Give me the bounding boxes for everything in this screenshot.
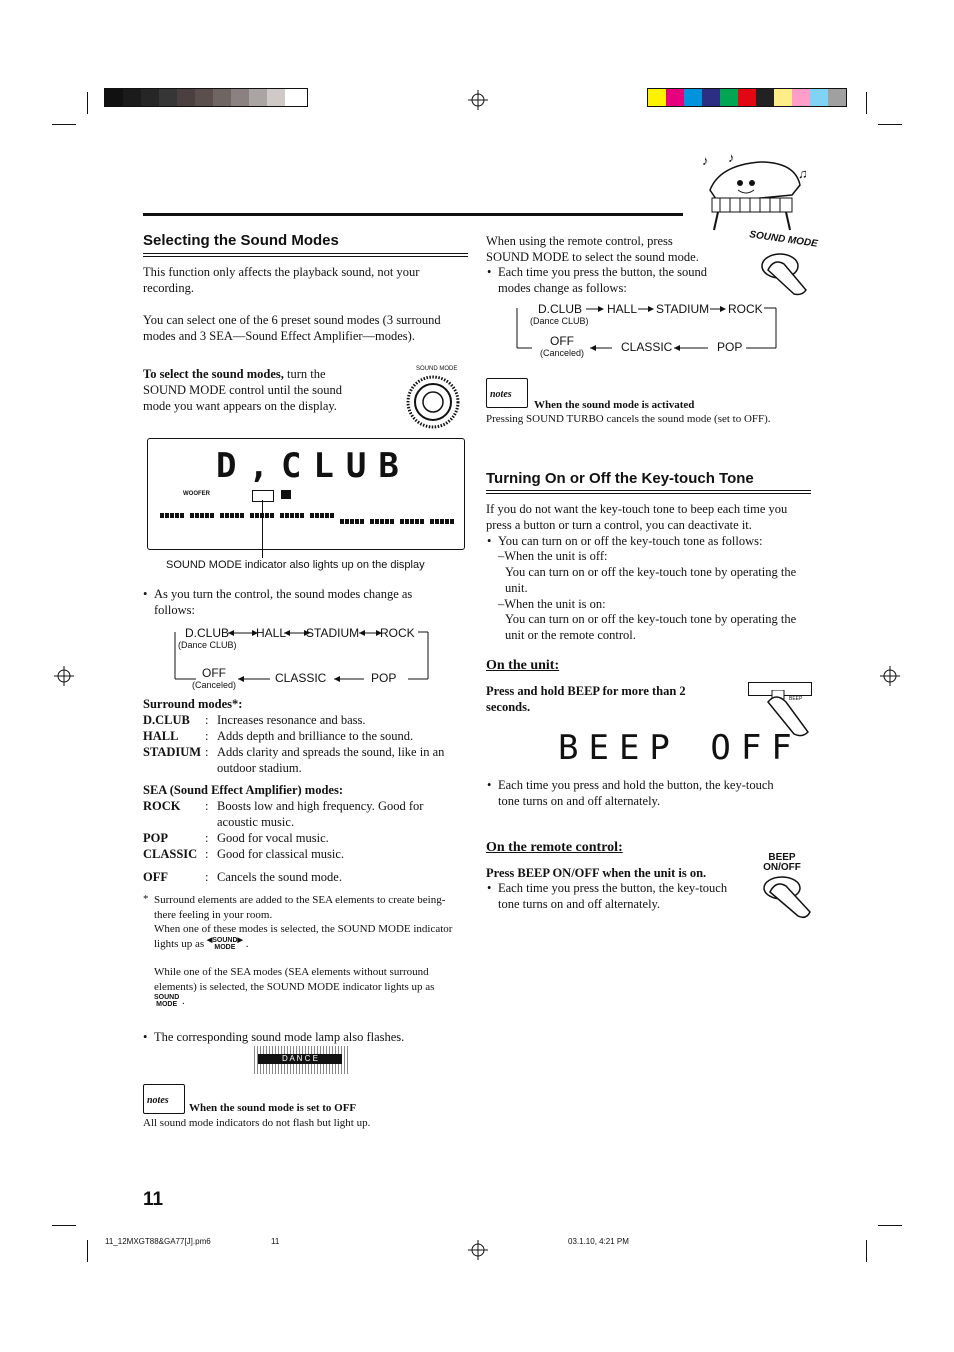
footnote-1: Surround elements are added to the SEA elements to create being-there feeling in your room. [154,894,446,921]
mode-sep: : [205,799,209,813]
when-unit-on-desc: You can turn on or off the key-touch tone by operating the unit or the remote control. [505,612,797,642]
crop-mark [878,124,902,125]
display-segment [220,513,244,518]
color-swatch [231,89,249,106]
mode-name: ROCK [143,799,181,813]
title-underline [486,490,811,491]
notes-label: notes [147,1095,169,1106]
top-rule [143,213,683,216]
sea-sound-mode-indicator [154,994,179,1008]
bullet-press-hold: • Each time you press and hold the button, the key-touch tone turns on and off alternately. [498,777,798,809]
crop-mark [87,1240,88,1262]
footnote-2: When one of these modes is selected, the SOUND MODE indicator lights up as ◀SOUND▶ MODE . [154,923,453,951]
color-swatch [702,89,720,106]
flow-dclub: D.CLUB [185,626,230,640]
sound-mode-button-label: SOUND MODE [748,229,819,250]
on-remote-heading: On the remote control: [486,840,623,855]
intro-paragraph: This function only affects the playback sound, not your recording. [143,265,420,295]
crop-mark [878,1225,902,1226]
dance-lamp-text: D A N C E [258,1054,342,1064]
right-color-swatches [647,88,847,107]
remote-paragraph: When using the remote control, press SOUND MODE to select the sound mode. [486,234,699,264]
flow-dclub-sub: (Dance CLUB) [530,316,589,326]
bullet-each-press: • Each time you press the button, the sound modes change as follows: [498,264,728,296]
flow-dclub-sub: (Dance CLUB) [178,640,237,650]
color-swatch [756,89,774,106]
flow-pop: POP [717,340,743,354]
when-unit-off-desc: You can turn on or off the key-touch tone by operating the unit. [505,565,797,595]
color-swatch [684,89,702,106]
section-title: Selecting the Sound Modes [143,232,339,249]
flow-hall: HALL [256,626,287,640]
note-title: When the sound mode is activated [534,399,695,411]
color-swatch [249,89,267,106]
crop-mark [52,124,76,125]
display-text: D,CLUB [216,446,411,486]
mode-sep: : [205,831,209,845]
piano-character-illustration [700,150,815,235]
color-swatch [792,89,810,106]
press-hold-instruction: Press and hold BEEP for more than 2 seconds. [486,684,686,714]
beep-small-label: BEEP [789,696,803,702]
color-swatch [738,89,756,106]
instruction-text: turn the SOUND MODE control until the sound mode you want appears on the display. [143,367,342,413]
woofer-indicator: WOOFER [183,491,210,497]
color-swatch [177,89,195,106]
footnote-2-text: When one of these modes is selected, the SOUND MODE indicator lights up as [154,923,453,950]
mode-sep: : [205,729,209,743]
when-unit-on: –When the unit is on: [498,597,606,611]
registration-target-icon [880,666,900,686]
mode-sep: : [205,713,209,727]
flow-classic: CLASSIC [275,671,327,685]
sound-mode-indicator [252,490,274,502]
title-underline [143,253,468,254]
footnote-3: While one of the SEA modes (SEA elements without surround elements) is selected, the SOUND MODE indicator lights up as SOUND MODE . [154,966,435,1009]
surround-heading: Surround modes*: [143,697,243,711]
flow-rock: ROCK [380,626,415,640]
section-title: Turning On or Off the Key-touch Tone [486,470,754,487]
svg-text:♫: ♫ [798,166,808,181]
footer-timestamp: 03.1.10, 4:21 PM [568,1237,629,1246]
indicator-word: SOUND [212,936,238,944]
mode-desc: Good for classical music. [217,847,345,861]
flow-off-sub: (Canceled) [540,348,585,358]
footnote-star: * [143,893,149,905]
intro-paragraph: You can select one of the 6 preset sound modes (3 surround modes and 3 SEA—Sound Effect Amplifier—modes). [143,313,441,343]
off-mode-sep: : [205,870,209,884]
registration-target-icon [468,90,488,110]
flow-hall: HALL [607,302,638,316]
flow-classic: CLASSIC [621,340,673,354]
indicator-word: MODE [214,943,236,951]
note-body: All sound mode indicators do not flash but light up. [143,1117,371,1129]
display-segment [370,519,394,524]
display-icon [281,490,291,499]
mode-name: CLASSIC [143,847,198,861]
registration-target-icon [54,666,74,686]
color-swatch [213,89,231,106]
crop-mark [866,1240,867,1262]
flow-off-sub: (Canceled) [192,680,237,690]
color-swatch [285,89,303,106]
display-segment [340,519,364,524]
color-swatch [195,89,213,106]
when-unit-off: –When the unit is off: [498,549,608,563]
mode-sep: : [205,847,209,861]
mode-name: POP [143,831,168,845]
color-swatch [666,89,684,106]
section2-intro: If you do not want the key-touch tone to beep each time you press a button or turn a control, you can deactivate it. [486,502,788,532]
mode-desc: Good for vocal music. [217,831,329,845]
off-mode-desc: Cancels the sound mode. [217,870,342,884]
registration-target-icon [468,1240,488,1260]
mode-sep: : [205,745,209,759]
mode-name: D.CLUB [143,713,190,727]
display-segment [190,513,214,518]
notes-icon [143,1084,185,1114]
on-unit-heading: On the unit: [486,658,560,673]
mode-name: STADIUM [143,745,202,759]
remote-button-press-icon[interactable] [754,250,812,298]
indicator-caption: SOUND MODE indicator also lights up on the display [166,559,425,571]
mode-desc: Adds depth and brilliance to the sound. [217,729,414,743]
press-remote-instruction: Press BEEP ON/OFF when the unit is on. [486,866,707,880]
indicator-word: SOUND [154,994,180,1002]
page-number: 11 [143,1189,164,1210]
surround-sound-mode-indicator: ◀SOUND▶ MODE [206,936,243,951]
color-swatch [648,89,666,106]
flow-stadium: STADIUM [656,302,710,316]
color-swatch [159,89,177,106]
beep-remote-label [762,853,802,873]
bullet-turn-control: • As you turn the control, the sound modes change as follows: [154,586,444,618]
footer-file: 11_12MXGT88&GA77[J].pm6 [105,1237,211,1246]
color-swatch [267,89,285,106]
indicator-leader-line [262,500,263,558]
color-swatch [810,89,828,106]
bullet-on-off: • You can turn on or off the key-touch tone as follows: [498,533,808,549]
flow-off: OFF [202,666,226,680]
flow-dclub: D.CLUB [538,302,583,316]
off-mode-name: OFF [143,870,168,884]
sea-heading: SEA (Sound Effect Amplifier) modes: [143,783,343,797]
svg-text:♪: ♪ [728,150,735,165]
instruction-lead: To select the sound modes, [143,367,284,381]
crop-mark [52,1225,76,1226]
color-swatch [720,89,738,106]
color-swatch [105,89,123,106]
indicator-word: MODE [156,1001,178,1009]
mode-desc: Adds clarity and spreads the sound, like in an outdoor stadium. [217,745,445,775]
mode-desc: Boosts low and high frequency. Good for acoustic music. [217,799,424,829]
beep-off-display: BEEP OFF [558,728,802,768]
title-underline [143,256,468,257]
display-segment [160,513,184,518]
note-title: When the sound mode is set to OFF [189,1102,357,1114]
notes-icon [486,378,528,408]
display-segment [400,519,424,524]
mode-name: HALL [143,729,179,743]
left-color-swatches [105,89,303,106]
crop-mark [87,92,88,114]
beep-remote-button-press-icon[interactable] [758,874,814,922]
display-segment [280,513,304,518]
footer-page: 11 [271,1237,280,1246]
bullet-lamp: • The corresponding sound mode lamp also flashes. [154,1029,454,1045]
svg-text:♪: ♪ [702,153,709,168]
title-underline [486,493,811,494]
color-swatch [141,89,159,106]
color-swatch [828,89,846,106]
beep-remote-label-1: BEEP [768,852,796,863]
beep-remote-label-2: ON/OFF [763,862,801,873]
color-swatch [774,89,792,106]
flow-rock: ROCK [728,302,763,316]
mode-desc: Increases resonance and bass. [217,713,366,727]
display-segment [310,513,334,518]
knob-label: SOUND MODE [416,366,458,372]
footnote-3-text: While one of the SEA modes (SEA elements without surround elements) is selected, the SOUND MODE indicator lights up as [154,966,435,993]
crop-mark [866,92,867,114]
flow-stadium: STADIUM [306,626,360,640]
flow-off: OFF [550,334,574,348]
notes-label: notes [490,389,512,400]
display-segment [430,519,454,524]
color-swatch [123,89,141,106]
note-body: Pressing SOUND TURBO cancels the sound mode (set to OFF). [486,413,771,425]
sound-mode-knob-icon[interactable] [402,365,466,429]
bullet-remote: • Each time you press the button, the key-touch tone turns on and off alternately. [498,880,743,912]
flow-pop: POP [371,671,397,685]
instruction-paragraph [143,366,365,414]
